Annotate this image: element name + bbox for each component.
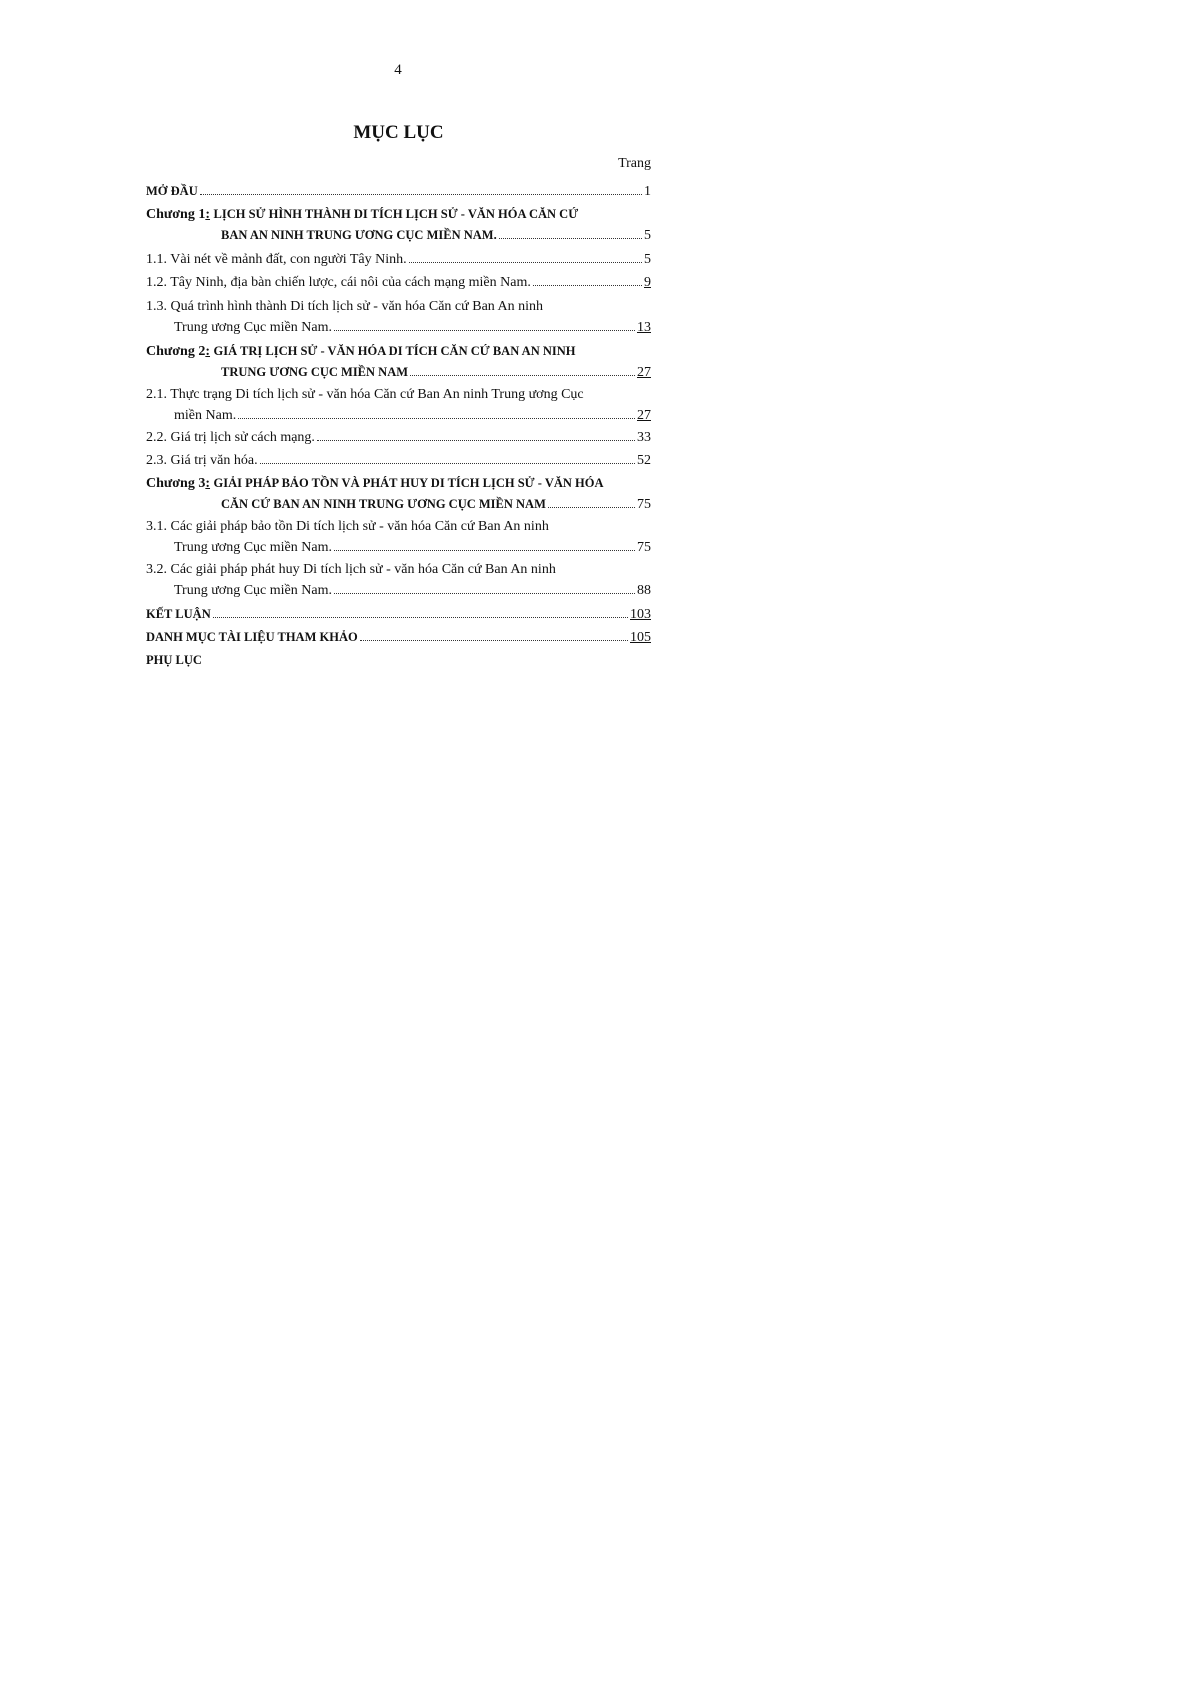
toc-entry-3-2[interactable]	[146, 559, 651, 601]
chapter-title-line-2: BAN AN NINH TRUNG ƯƠNG CỤC MIỀN NAM.	[221, 228, 497, 242]
toc-entry-text-line-2: miền Nam.	[174, 408, 237, 423]
chapter-colon: :	[205, 476, 211, 491]
toc-entry-text-line-1: 3.2. Các giải pháp phát huy Di tích lịch sử - văn hóa Căn cứ Ban An ninh	[146, 562, 556, 577]
toc-entry-page: 75	[637, 497, 651, 512]
chapter-colon: :	[205, 207, 211, 222]
toc-entry-text: 1.1. Vài nét về mảnh đất, con người Tây Ninh.	[146, 252, 407, 267]
toc-entry-mo-dau[interactable]	[146, 181, 651, 202]
toc-entry-page: 75	[637, 540, 651, 555]
toc-entry-text: KẾT LUẬN	[146, 607, 211, 621]
toc-entry-1-2[interactable]	[146, 272, 651, 293]
chapter-colon: :	[205, 344, 211, 359]
dot-leader	[499, 238, 642, 239]
toc-entry-text-line-1: 1.3. Quá trình hình thành Di tích lịch sử - văn hóa Căn cứ Ban An ninh	[146, 299, 544, 314]
dot-leader	[409, 262, 642, 263]
toc-entry-page: 33	[637, 430, 651, 445]
toc-entry-page: 52	[637, 453, 651, 468]
toc-entry-text-line-1: 3.1. Các giải pháp bảo tồn Di tích lịch sử - văn hóa Căn cứ Ban An ninh	[146, 519, 549, 534]
chapter-title-line-2: CĂN CỨ BAN AN NINH TRUNG ƯƠNG CỤC MIỀN NAM	[221, 497, 546, 511]
dot-leader	[213, 617, 628, 618]
toc-entry-2-2[interactable]	[146, 427, 651, 448]
chapter-title-line-1: LỊCH SỬ HÌNH THÀNH DI TÍCH LỊCH SỬ - VĂN HÓA CĂN CỨ	[213, 207, 579, 221]
chapter-label: Chương 2	[146, 344, 206, 359]
dot-leader	[410, 375, 635, 376]
toc-entry-page: 13	[637, 320, 651, 335]
toc-entry-ket-luan[interactable]	[146, 604, 651, 625]
toc-entry-text-line-2: Trung ương Cục miền Nam.	[174, 540, 332, 555]
toc-entry-page: 105	[630, 630, 651, 645]
toc-entry-page: 27	[637, 408, 651, 423]
dot-leader	[238, 418, 635, 419]
toc-entry-text: 2.2. Giá trị lịch sử cách mạng.	[146, 430, 315, 445]
chapter-title-line-2: TRUNG ƯƠNG CỤC MIỀN NAM	[221, 365, 409, 379]
toc-entry-text: MỞ ĐẦU	[146, 184, 198, 198]
dot-leader	[533, 285, 642, 286]
toc-entry-page: 5	[644, 228, 651, 243]
dot-leader	[360, 640, 628, 641]
toc-entry-text-line-2: Trung ương Cục miền Nam.	[174, 320, 332, 335]
dot-leader	[334, 330, 635, 331]
toc-entry-phu-luc[interactable]	[146, 650, 651, 671]
toc-entry-chapter-2[interactable]	[146, 341, 651, 383]
toc-entry-2-3[interactable]	[146, 450, 651, 471]
toc-entry-1-1[interactable]	[146, 249, 651, 270]
toc-entry-page: 9	[644, 275, 651, 290]
toc-entry-text-line-2: Trung ương Cục miền Nam.	[174, 583, 332, 598]
toc-entry-page: 1	[644, 184, 651, 199]
toc-entry-chapter-3[interactable]	[146, 473, 651, 515]
dot-leader	[334, 593, 635, 594]
toc-entry-tai-lieu-tham-khao[interactable]	[146, 627, 651, 648]
toc-entry-page: 103	[630, 607, 651, 622]
chapter-label: Chương 1	[146, 207, 206, 222]
toc-entry-2-1[interactable]	[146, 384, 651, 426]
toc-entry-text-line-1: 2.1. Thực trạng Di tích lịch sử - văn hóa Căn cứ Ban An ninh Trung ương Cục	[146, 387, 584, 402]
toc-entry-3-1[interactable]	[146, 516, 651, 558]
dot-leader	[260, 463, 635, 464]
toc-entry-page: 88	[637, 583, 651, 598]
dot-leader	[317, 440, 635, 441]
chapter-title-line-1: GIẢI PHÁP BẢO TỒN VÀ PHÁT HUY DI TÍCH LỊCH SỬ - VĂN HÓA	[213, 476, 604, 490]
toc-entry-text: PHỤ LỤC	[146, 653, 202, 667]
toc-entry-text: DANH MỤC TÀI LIỆU THAM KHẢO	[146, 630, 358, 644]
toc-entry-1-3[interactable]	[146, 296, 651, 338]
chapter-title-line-1: GIÁ TRỊ LỊCH SỬ - VĂN HÓA DI TÍCH CĂN CỨ BAN AN NINH	[213, 344, 576, 358]
toc-entry-text: 1.2. Tây Ninh, địa bàn chiến lược, cái nôi của cách mạng miền Nam.	[146, 275, 531, 290]
page-number: 4	[394, 62, 402, 78]
toc-entry-text: 2.3. Giá trị văn hóa.	[146, 453, 258, 468]
toc-title: MỤC LỤC	[353, 122, 444, 143]
dot-leader	[548, 507, 635, 508]
chapter-label: Chương 3	[146, 476, 206, 491]
page-column-header: Trang	[618, 156, 651, 171]
toc-entry-page: 5	[644, 252, 651, 267]
dot-leader	[334, 550, 635, 551]
toc-entry-page: 27	[637, 365, 651, 380]
toc-entry-chapter-1[interactable]	[146, 204, 651, 246]
dot-leader	[200, 194, 642, 195]
